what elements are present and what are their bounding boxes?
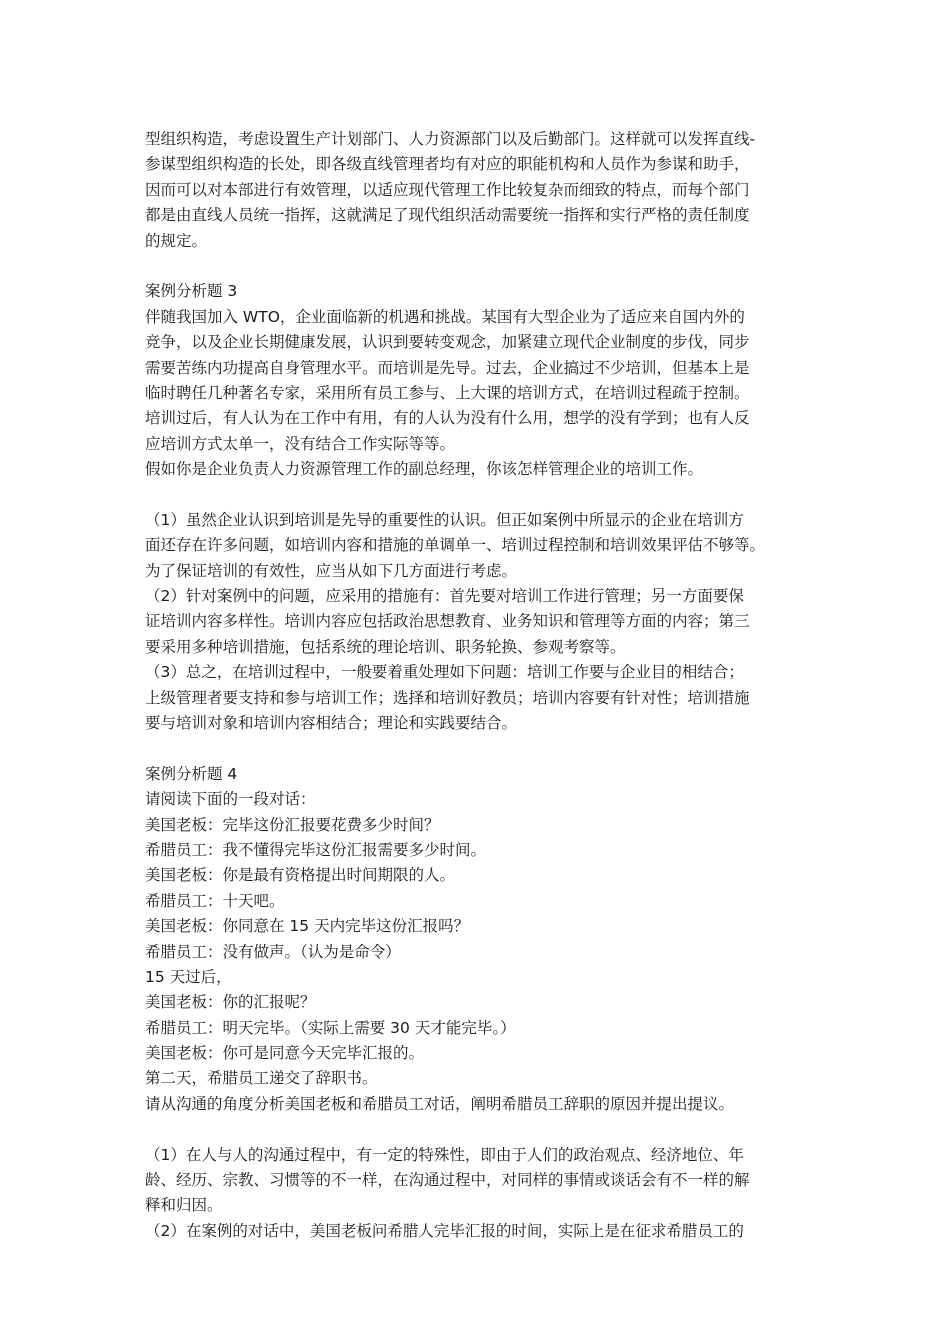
text-line: 都是由直线人员统一指挥，这就满足了现代组织活动需要统一指挥和实行严格的责任制度 [145, 206, 750, 225]
text-line: 应培训方式太单一，没有结合工作实际等等。 [145, 434, 456, 453]
text-line: （2）针对案例中的问题，应采用的措施有：首先要对培训工作进行管理；另一方面要保 [145, 587, 744, 606]
text-line: 希腊员工：明天完毕。（实际上需要 30 天才能完毕。） [145, 1018, 516, 1037]
text-line: 请阅读下面的一段对话： [145, 790, 316, 809]
text-line: 证培训内容多样性。培训内容应包括政治思想教育、业务知识和管理等方面的内容；第三 [145, 612, 750, 631]
text-line: （2）在案例的对话中，美国老板问希腊人完毕汇报的时间，实际上是在征求希腊员工的 [145, 1221, 744, 1240]
text-line: （1）在人与人的沟通过程中，有一定的特殊性，即由于人们的政治观点、经济地位、年 [145, 1145, 744, 1164]
text-line: 美国老板：你是最有资格提出时间期限的人。 [145, 866, 456, 885]
document-text [145, 127, 815, 1244]
text-line: 15 天过后， [145, 967, 232, 986]
text-line: 第二天，希腊员工递交了辞职书。 [145, 1069, 378, 1088]
text-line: 假如你是企业负责人力资源管理工作的副总经理，你该怎样管理企业的培训工作。 [145, 460, 704, 479]
text-line: 案例分析题 4 [145, 764, 238, 783]
blank-line [145, 736, 815, 761]
text-line: 的规定。 [145, 231, 208, 250]
text-line: 希腊员工：我不懂得完毕这份汇报需要多少时间。 [145, 840, 487, 859]
text-line: 美国老板：完毕这份汇报要花费多少时间？ [145, 815, 440, 834]
text-line: 需要苦练内功提高自身管理水平。而培训是先导。过去，企业搞过不少培训，但基本上是 [145, 358, 750, 377]
text-line: 希腊员工：十天吧。 [145, 891, 285, 910]
text-line: 要采用多种培训措施，包括系统的理论培训、职务轮换、参观考察等。 [145, 637, 626, 656]
text-line: 上级管理者要支持和参与培训工作；选择和培训好教员；培训内容要有针对性；培训措施 [145, 688, 750, 707]
text-line: 请从沟通的角度分析美国老板和希腊员工对话，阐明希腊员工辞职的原因并提出提议。 [145, 1094, 735, 1113]
text-line: 临时聘任几种著名专家，采用所有员工参与、上大课的培训方式，在培训过程疏于控制。 [145, 383, 750, 402]
text-line: 伴随我国加入 WTO，企业面临新的机遇和挑战。某国有大型企业为了适应来自国内外的 [145, 307, 745, 326]
text-line: 型组织构造，考虑设置生产计划部门、人力资源部门以及后勤部门。这样就可以发挥直线- [145, 130, 756, 148]
text-line: （1）虽然企业认识到培训是先导的重要性的认识。但正如案例中所显示的企业在培训方 [145, 510, 744, 529]
text-line: 竞争，以及企业长期健康发展，认识到要转变观念，加紧建立现代企业制度的步伐，同步 [145, 333, 750, 352]
text-line: 因而可以对本部进行有效管理，以适应现代管理工作比较复杂而细致的特点，而每个部门 [145, 180, 750, 199]
text-line: 龄、经历、宗教、习惯等的不一样，在沟通过程中，对同样的事情或谈话会有不一样的解 [145, 1171, 750, 1190]
blank-line [145, 482, 815, 507]
text-line: 希腊员工：没有做声。（认为是命令） [145, 942, 401, 961]
text-line: 为了保证培训的有效性，应当从如下几方面进行考虑。 [145, 561, 518, 580]
text-line: 要与培训对象和培训内容相结合；理论和实践要结合。 [145, 713, 518, 732]
text-line: 美国老板：你同意在 15 天内完毕这份汇报吗？ [145, 917, 470, 936]
text-line: 参谋型组织构造的长处，即各级直线管理者均有对应的职能机构和人员作为参谋和助手， [145, 155, 750, 174]
blank-line [145, 1117, 815, 1142]
text-line: 释和归因。 [145, 1196, 223, 1215]
text-line: 培训过后，有人认为在工作中有用，有的人认为没有什么用，想学的没有学到；也有人反 [145, 409, 750, 428]
text-line: （3）总之，在培训过程中，一般要着重处理如下问题：培训工作要与企业目的相结合； [145, 663, 744, 682]
blank-line [145, 254, 815, 279]
text-line: 美国老板：你可是同意今天完毕汇报的。 [145, 1044, 425, 1063]
text-line: 案例分析题 3 [145, 282, 238, 301]
text-line: 美国老板：你的汇报呢？ [145, 993, 316, 1012]
text-line: 面还存在许多问题，如培训内容和措施的单调单一、培训过程控制和培训效果评估不够等。 [145, 536, 766, 555]
